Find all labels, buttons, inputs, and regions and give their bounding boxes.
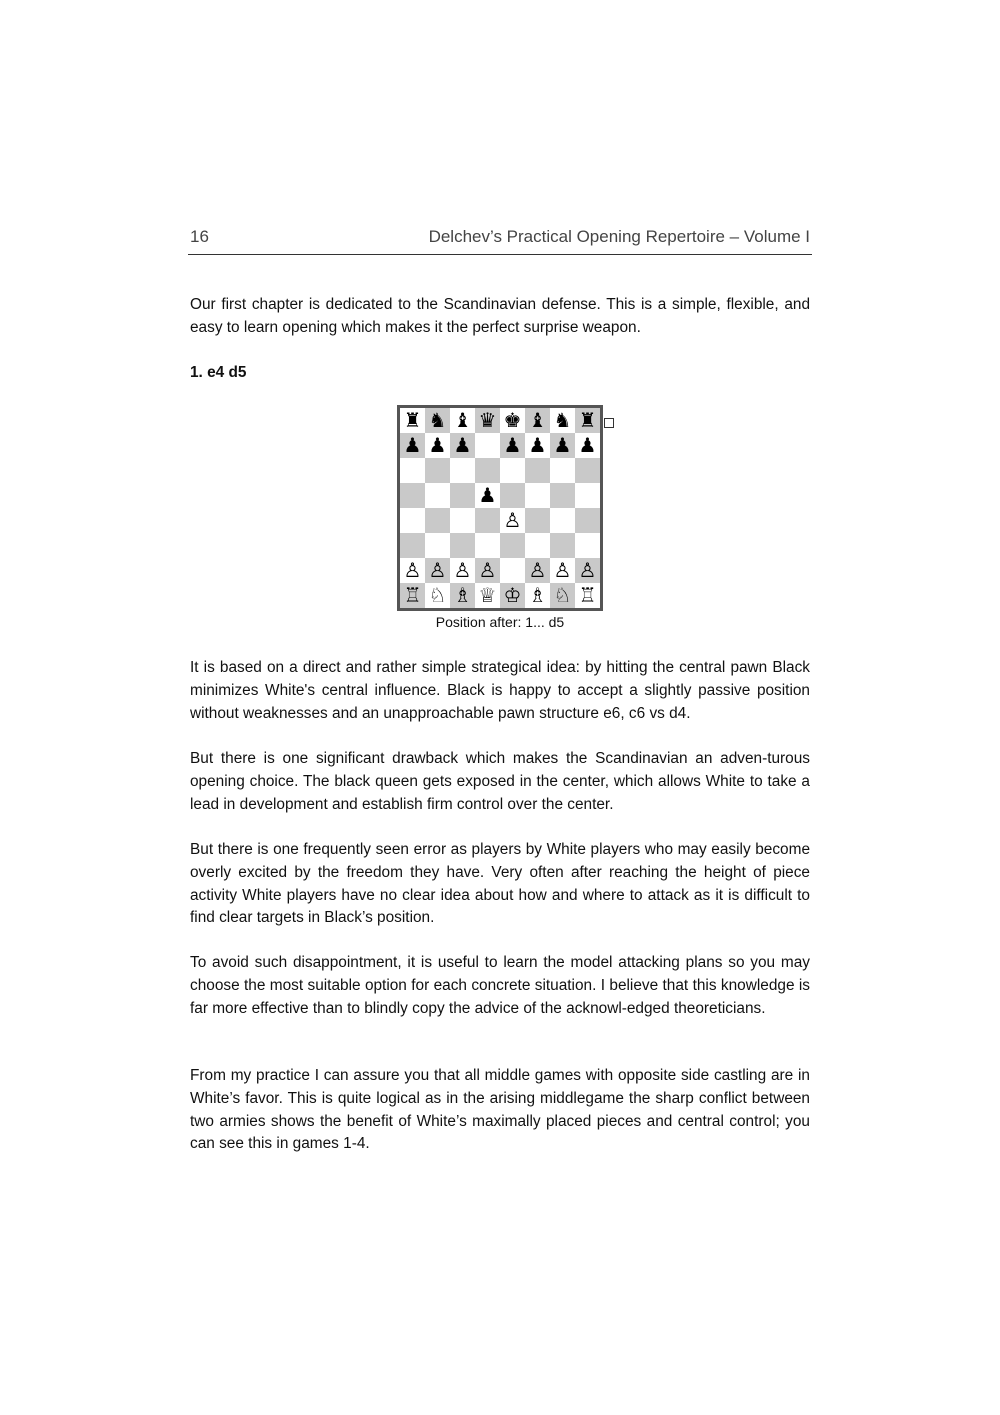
square-b6 [425, 458, 450, 483]
square-a8: ♜ [400, 408, 425, 433]
square-c4 [450, 508, 475, 533]
square-b5 [425, 483, 450, 508]
square-f3 [525, 533, 550, 558]
square-d3 [475, 533, 500, 558]
square-h1: ♖ [575, 583, 600, 608]
square-e4: ♙ [500, 508, 525, 533]
paragraph-2: But there is one significant drawback which makes the Scandinavian an adven-turous opening choice. The black queen gets exposed in the center, which allows White to take a lead in development and establish firm control over the center. [190, 750, 810, 813]
paragraph-3: But there is one frequently seen error as players by White players who may easily become overly excited by the freedom they have. Very often after reaching the height of piece activity White players have no clear idea about how and where to attack as it is difficult to find clear targets in Black’s position. [190, 841, 810, 927]
square-a6 [400, 458, 425, 483]
square-c3 [450, 533, 475, 558]
square-f2: ♙ [525, 558, 550, 583]
square-c6 [450, 458, 475, 483]
page-number: 16 [190, 227, 209, 246]
square-g1: ♘ [550, 583, 575, 608]
square-h7: ♟ [575, 433, 600, 458]
square-f5 [525, 483, 550, 508]
square-b1: ♘ [425, 583, 450, 608]
square-c1: ♗ [450, 583, 475, 608]
square-h8: ♜ [575, 408, 600, 433]
square-b7: ♟ [425, 433, 450, 458]
square-b3 [425, 533, 450, 558]
square-d7 [475, 433, 500, 458]
square-g5 [550, 483, 575, 508]
square-e2 [500, 558, 525, 583]
square-g3 [550, 533, 575, 558]
side-to-move-indicator [604, 418, 614, 428]
diagram-caption: Position after: 1... d5 [435, 614, 565, 630]
square-h6 [575, 458, 600, 483]
square-e8: ♚ [500, 408, 525, 433]
square-b2: ♙ [425, 558, 450, 583]
square-d4 [475, 508, 500, 533]
square-c2: ♙ [450, 558, 475, 583]
square-d6 [475, 458, 500, 483]
paragraph-1: It is based on a direct and rather simple strategical idea: by hitting the central pawn Black minimizes White's central influence. Black is happy to accept a slightly passive position without weaknesses and an unapproachable pawn structure e6, c6 vs d4. [190, 659, 810, 722]
square-f7: ♟ [525, 433, 550, 458]
running-title: Delchev’s Practical Opening Repertoire – Volume I [428, 227, 810, 246]
square-g2: ♙ [550, 558, 575, 583]
square-a1: ♖ [400, 583, 425, 608]
chess-diagram [397, 405, 603, 611]
page-header [188, 224, 812, 255]
square-e3 [500, 533, 525, 558]
square-h3 [575, 533, 600, 558]
square-g7: ♟ [550, 433, 575, 458]
square-g8: ♞ [550, 408, 575, 433]
square-g4 [550, 508, 575, 533]
square-a5 [400, 483, 425, 508]
square-c7: ♟ [450, 433, 475, 458]
square-h4 [575, 508, 600, 533]
intro-paragraph: Our first chapter is dedicated to the Scandinavian defense. This is a simple, flexible, and easy to learn opening which makes it the perfect surprise weapon. [190, 296, 810, 336]
square-a3 [400, 533, 425, 558]
square-e1: ♔ [500, 583, 525, 608]
square-e5 [500, 483, 525, 508]
square-c5 [450, 483, 475, 508]
square-a7: ♟ [400, 433, 425, 458]
square-f8: ♝ [525, 408, 550, 433]
square-d5: ♟ [475, 483, 500, 508]
square-e6 [500, 458, 525, 483]
square-d8: ♛ [475, 408, 500, 433]
square-f1: ♗ [525, 583, 550, 608]
square-f4 [525, 508, 550, 533]
square-h2: ♙ [575, 558, 600, 583]
square-e7: ♟ [500, 433, 525, 458]
square-d1: ♕ [475, 583, 500, 608]
square-h5 [575, 483, 600, 508]
square-f6 [525, 458, 550, 483]
square-d2: ♙ [475, 558, 500, 583]
paragraph-4: To avoid such disappointment, it is useful to learn the model attacking plans so you may choose the most suitable option for each concrete situation. I believe that this knowledge is far more effective than to blindly copy the advice of the acknowl-edged theoreticians. [190, 954, 810, 1017]
square-a4 [400, 508, 425, 533]
square-a2: ♙ [400, 558, 425, 583]
square-b8: ♞ [425, 408, 450, 433]
move-heading: 1. e4 d5 [190, 364, 247, 381]
square-g6 [550, 458, 575, 483]
square-b4 [425, 508, 450, 533]
paragraph-5: From my practice I can assure you that all middle games with opposite side castling are in White’s favor. This is quite logical as in the arising middlegame the sharp conflict between two armies shows the benefit of White’s maximally placed pieces and central control; you can see this in games 1-4. [190, 1067, 810, 1153]
square-c8: ♝ [450, 408, 475, 433]
